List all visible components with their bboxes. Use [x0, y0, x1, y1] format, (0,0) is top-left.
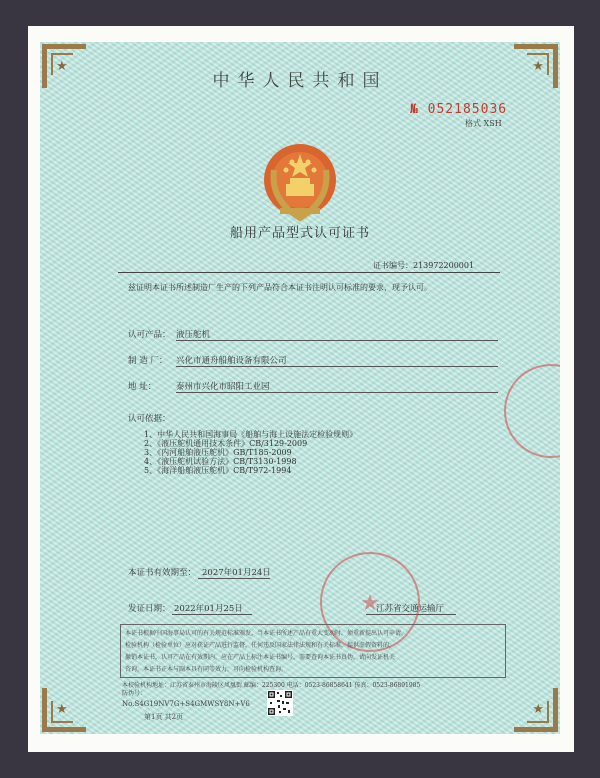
issue-date-underline	[172, 614, 252, 615]
certificate	[40, 42, 560, 734]
validity-date: 2027年01月24日	[202, 568, 271, 578]
product-label: 认可产品：	[128, 330, 171, 340]
note-line: 撤销本证书。认可产品在有效期内，应在产品上标注本证书编号。需要查询本证书真伪，请向发证机关	[125, 654, 396, 661]
qr-code-icon	[267, 690, 293, 716]
page-indicator: 第1页 共2页	[144, 713, 184, 721]
star-icon: ★	[56, 59, 68, 74]
format-code: 格式 XSH	[465, 119, 502, 128]
national-emblem-icon	[260, 140, 340, 224]
corner-ornament-bottom-right	[514, 688, 558, 732]
standard-item: 4、《液压舵机试验方法》CB/T3130-1998	[144, 457, 297, 466]
product-value: 液压舵机	[176, 330, 211, 340]
footer-address: 本校验机构地址：江苏省泰州市海陵区凤凰街 邮编：225300 电话：0523-86858641 传真：0523-86891985	[122, 682, 421, 689]
country-title: 中华人民共和国	[212, 71, 388, 91]
footer-code: No.S4G19NV7G+S4GMWSY8N+V6	[122, 700, 250, 708]
address-value: 泰州市兴化市昭阳工业园	[176, 382, 270, 392]
maker-underline	[176, 366, 498, 367]
standard-item: 5、《海洋船舶液压舵机》CB/T972-1994	[144, 466, 292, 475]
issue-date-value: 2022年01月25日	[174, 604, 243, 614]
note-line: 检验机构（检验单位）应对获证产品进行监督，任何违反国家法律法规和有关标准，提供虚假资料的，	[125, 642, 396, 649]
address-label: 地 址：	[128, 382, 157, 392]
basis-label: 认可依据：	[128, 414, 171, 424]
certificate-number	[373, 260, 474, 271]
issue-date-label: 发证日期：	[128, 604, 171, 614]
note-line: 咨询。本证书正本与副本具有同等效力，可向检验机构查询。	[125, 666, 288, 673]
certificate-statement: 兹证明本证书所述制造厂生产的下列产品符合本证书注明认可标准的要求，现予认可。	[128, 283, 432, 292]
product-underline	[176, 340, 498, 341]
footer-antifake-label: 防伪号：	[122, 690, 147, 697]
standard-item: 1、中华人民共和国海事局《船舶与海上设施法定检验规则》	[144, 430, 358, 439]
svg-text:★: ★	[360, 591, 380, 616]
certificate-number-value: 213972200001	[413, 261, 475, 270]
divider	[118, 272, 500, 273]
note-line: 本证书根据中国海事局认可的有关规范标准颁发。当本证书所述产品有重大变动时，须重新提出认可申请。	[125, 630, 408, 637]
validity-underline	[198, 578, 270, 579]
standard-item: 2、《液压舵机通用技术条件》CB/3129-2009	[144, 439, 308, 448]
corner-ornament-bottom-left	[42, 688, 86, 732]
certificate-number-label: 证书编号：	[373, 261, 413, 270]
maker-label: 制 造 厂：	[128, 356, 168, 366]
maker-value: 兴化市通舟船舶设备有限公司	[176, 356, 287, 366]
star-icon: ★	[56, 702, 68, 717]
address-underline	[176, 392, 498, 393]
edge-seal	[504, 364, 560, 458]
issuer-name: 江苏省交通运输厅	[376, 604, 445, 614]
validity-label: 本证书有效期至：	[128, 568, 197, 578]
serial-number	[410, 102, 507, 117]
serial-value: 052185036	[427, 102, 508, 117]
notes-box	[120, 624, 506, 678]
certificate-title: 船用产品型式认可证书	[229, 226, 370, 241]
standard-item: 3、《内河船舶液压舵机》GB/T185-2009	[144, 448, 292, 457]
serial-symbol: №	[410, 102, 419, 117]
star-icon: ★	[532, 59, 544, 74]
star-icon: ★	[532, 702, 544, 717]
